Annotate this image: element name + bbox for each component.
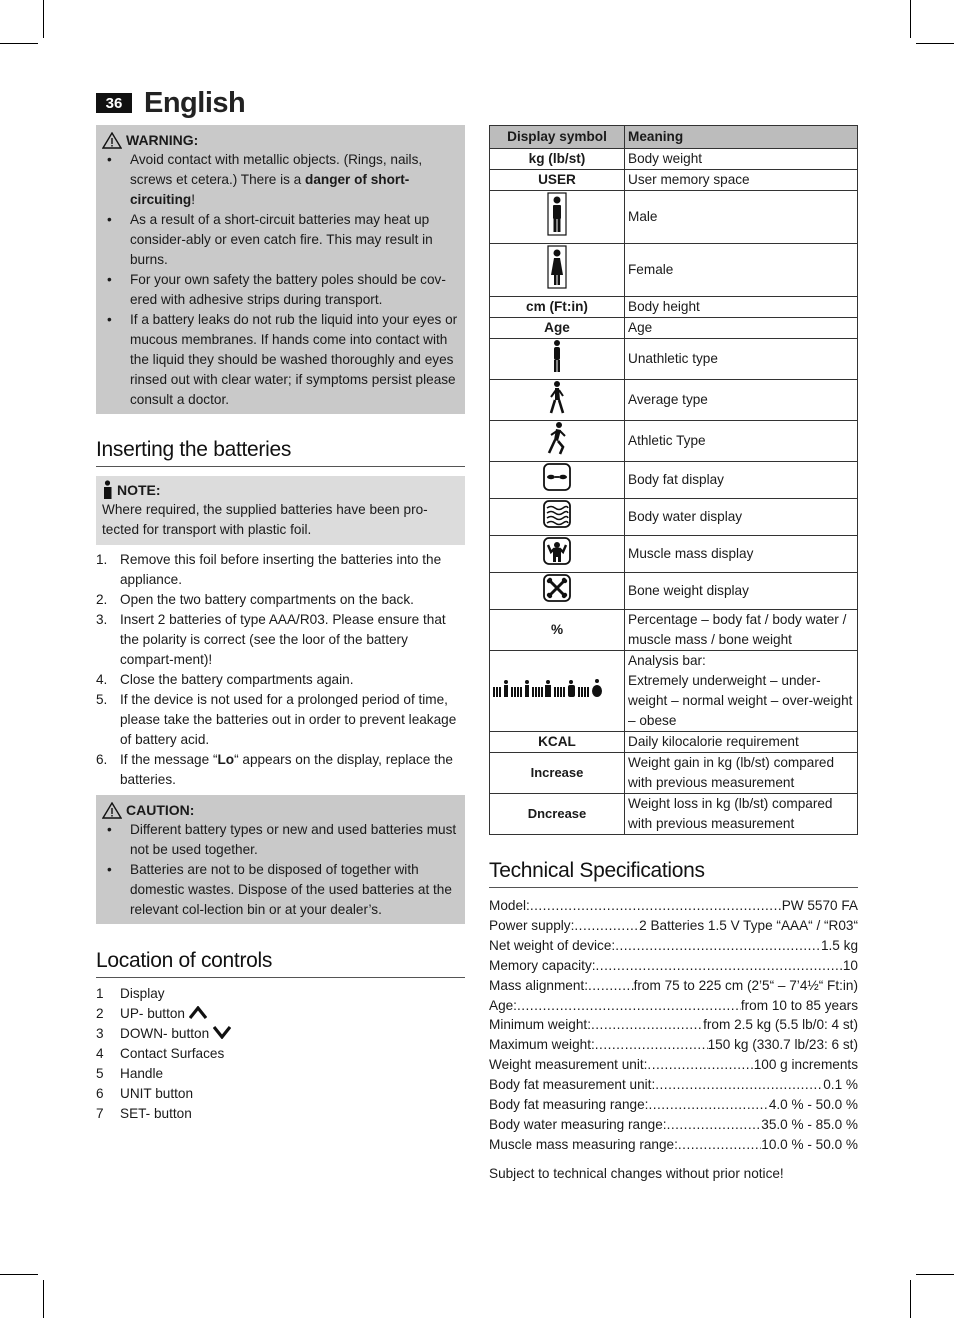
- symbol-cell: [490, 421, 625, 462]
- crop-mark: [0, 43, 38, 44]
- text: If a battery leaks do not rub the liquid into your eyes or mucous membranes. If hands come into contact with the liquid they should be washed thoroughly and eyes rinsed out with clear water; if symptoms persist please consult a doctor.: [130, 312, 458, 407]
- control-label: [120, 1024, 465, 1044]
- text: Avoid contact with metallic objects. (Rings, nails, screws et cetera.) There is a: [130, 152, 423, 187]
- spec-row: [489, 1055, 858, 1075]
- warning-item: [102, 310, 459, 410]
- meaning-cell: [625, 462, 858, 499]
- table-row: [490, 170, 858, 191]
- table-row: [490, 149, 858, 170]
- text: DOWN- button: [120, 1026, 210, 1041]
- dot-leader: [595, 1035, 708, 1055]
- table-row: [490, 753, 858, 794]
- step-text: [120, 750, 465, 790]
- symbol-cell: [490, 499, 625, 536]
- crop-mark: [916, 43, 954, 44]
- location-list: [96, 984, 465, 1124]
- info-icon: [102, 480, 113, 500]
- spec-row: [489, 1075, 858, 1095]
- step-number: 2.: [96, 592, 108, 607]
- spec-value: from 2.5 kg (5.5 lb/0: 4 st): [703, 1017, 858, 1033]
- header-display-symbol: Display symbol: [490, 126, 625, 149]
- meaning-detail: Extremely underweight – under-weight – normal weight – over-weight – obese: [628, 673, 853, 728]
- symbol-cell: Age: [490, 318, 625, 339]
- page-title: English: [144, 86, 246, 119]
- step-text: [120, 550, 465, 590]
- specs-list: [489, 896, 858, 1155]
- meaning-cell: [625, 244, 858, 297]
- text: Open the two battery compartments on the back.: [120, 592, 414, 607]
- control-number: 7: [96, 1106, 104, 1121]
- spec-label: Model:: [489, 898, 530, 913]
- athletic-icon: [546, 421, 568, 455]
- control-label: [120, 1104, 465, 1124]
- meaning-text: Analysis bar:: [628, 653, 706, 668]
- table-row: [490, 244, 858, 297]
- meaning-text: Body weight: [628, 151, 703, 166]
- dot-leader: [596, 956, 843, 976]
- warning-triangle-icon: [102, 132, 122, 149]
- text: UNIT button: [120, 1086, 194, 1101]
- control-item: [96, 1064, 465, 1084]
- meaning-cell: [625, 380, 858, 421]
- warning-item-text: [130, 150, 459, 210]
- up-chevron-icon: [189, 1006, 207, 1019]
- dot-leader: [530, 896, 782, 916]
- spec-label: Body fat measurement unit:: [489, 1077, 656, 1093]
- meaning-cell: [625, 149, 858, 170]
- spec-row: [489, 896, 858, 916]
- spec-value: PW 5570 FA: [781, 898, 858, 913]
- symbol-cell: [490, 536, 625, 573]
- spec-value: from 75 to 225 cm (2’5“ – 7’4½“ Ft:in): [633, 977, 858, 993]
- spec-value: 100 g increments: [753, 1057, 858, 1073]
- step-text: [120, 690, 465, 750]
- specs-footer: Subject to technical changes without prior notice!: [489, 1165, 784, 1181]
- text: If the message “: [120, 752, 218, 767]
- bullet: •: [107, 212, 112, 227]
- meaning-text: Age: [628, 320, 653, 335]
- table-row: [490, 794, 858, 835]
- caution-label: CAUTION:: [126, 802, 195, 818]
- warning-title: [102, 130, 459, 150]
- spec-value: from 10 to 85 years: [740, 997, 858, 1013]
- table-row: [490, 191, 858, 244]
- bullet: •: [107, 862, 112, 877]
- step-item: [96, 670, 465, 690]
- symbol-cell: Dncrease: [490, 794, 625, 835]
- text: !: [191, 192, 195, 207]
- spec-row: [489, 1015, 858, 1035]
- control-item: [96, 1004, 465, 1024]
- bullet: •: [107, 312, 112, 327]
- body-fat-icon: [542, 462, 572, 492]
- spec-value: 10: [842, 957, 858, 973]
- spec-value: 150 kg (330.7 lb/23: 6 st): [707, 1037, 858, 1053]
- caution-list: [102, 820, 459, 920]
- page-header: [96, 86, 245, 120]
- symbol-cell: [490, 191, 625, 244]
- control-number: 6: [96, 1086, 104, 1101]
- meaning-text: Body fat display: [628, 472, 724, 487]
- meaning-cell: [625, 753, 858, 794]
- step-item: [96, 590, 465, 610]
- caution-item-text: Batteries are not to be disposed of together with domestic wastes. Dispose of the used batteries at the relevant col-lection bin or at your dealer’s.: [130, 862, 452, 917]
- text: UP- button: [120, 1006, 185, 1021]
- control-item: [96, 984, 465, 1004]
- symbol-cell: [490, 339, 625, 380]
- left-column: [96, 125, 465, 1124]
- caution-box: [96, 795, 465, 924]
- spec-value: 1.5 kg: [820, 937, 858, 953]
- spec-row: [489, 996, 858, 1016]
- meaning-cell: [625, 610, 858, 651]
- spec-label: Body fat measuring range:: [489, 1097, 649, 1113]
- control-label: [120, 984, 465, 1004]
- crop-mark: [43, 0, 44, 38]
- crop-mark: [910, 1280, 911, 1318]
- symbol-cell: USER: [490, 170, 625, 191]
- symbol-cell: [490, 380, 625, 421]
- warning-item: [102, 270, 459, 310]
- spec-label: Weight measurement unit:: [489, 1057, 648, 1073]
- dot-leader: [667, 1115, 762, 1135]
- table-row: [490, 462, 858, 499]
- spec-value: 0.1 %: [823, 1077, 858, 1093]
- table-row: [490, 573, 858, 610]
- meaning-text: Weight gain in kg (lb/st) compared with previous measurement: [628, 755, 835, 790]
- dot-leader: [517, 996, 741, 1016]
- analysis-bar-icon: [493, 677, 621, 699]
- emphasis: danger of short-circuiting: [130, 172, 410, 207]
- step-number: 1.: [96, 552, 108, 567]
- step-item: [96, 750, 465, 790]
- text: Handle: [120, 1066, 164, 1081]
- symbol-cell: [490, 244, 625, 297]
- warning-box: [96, 125, 465, 414]
- symbol-cell: %: [490, 610, 625, 651]
- text: Insert 2 batteries of type AAA/R03. Please ensure that the polarity is correct (see the loor of the battery compart-ment)!: [120, 612, 446, 667]
- control-item: [96, 1084, 465, 1104]
- step-number: 5.: [96, 692, 108, 707]
- control-number: 3: [96, 1026, 104, 1041]
- spec-label: Power supply:: [489, 917, 575, 933]
- male-icon: [546, 191, 568, 237]
- control-number: 2: [96, 1006, 104, 1021]
- section-heading-specs: Technical Specifications: [489, 859, 858, 888]
- spec-label: Memory capacity:: [489, 957, 596, 973]
- text: As a result of a short-circuit batteries may heat up consider-ably or even catch fire. This may result in burns.: [130, 212, 433, 267]
- crop-mark: [43, 1280, 44, 1318]
- meaning-cell: [625, 651, 858, 732]
- symbols-table-header: [490, 126, 858, 149]
- text: SET- button: [120, 1106, 192, 1121]
- control-label: [120, 1064, 465, 1084]
- symbol-cell: cm (Ft:in): [490, 297, 625, 318]
- note-label: NOTE:: [117, 482, 161, 498]
- right-column: [489, 125, 858, 1184]
- spec-value: 35.0 % - 85.0 %: [761, 1116, 858, 1132]
- spec-label: Age:: [489, 997, 517, 1013]
- symbol-cell: [490, 462, 625, 499]
- crop-mark: [910, 0, 911, 38]
- control-number: 5: [96, 1066, 104, 1081]
- emphasis: Lo: [217, 752, 235, 767]
- warning-label: WARNING:: [126, 132, 199, 148]
- meaning-text: Male: [628, 209, 658, 224]
- text: If the device is not used for a prolonged period of time, please take the batteries out in order to prevent leakage of battery acid.: [120, 692, 457, 747]
- muscle-mass-icon: [542, 536, 572, 566]
- step-text: [120, 590, 465, 610]
- warning-item: [102, 210, 459, 270]
- body-water-icon: [542, 499, 572, 529]
- caution-title: [102, 800, 459, 820]
- warning-item: [102, 150, 459, 210]
- symbol-cell: Increase: [490, 753, 625, 794]
- spec-label: Mass alignment:: [489, 977, 588, 993]
- warning-item-text: [130, 210, 459, 270]
- step-number: 4.: [96, 672, 108, 687]
- note-text: Where required, the supplied batteries have been pro-tected for transport with plastic foil.: [102, 502, 428, 537]
- header-meaning: Meaning: [625, 126, 858, 149]
- text: Remove this foil before inserting the batteries into the appliance.: [120, 552, 442, 587]
- text: For your own safety the battery poles should be cov-ered with adhesive strips during transport.: [130, 272, 446, 307]
- spec-label: Maximum weight:: [489, 1037, 595, 1053]
- unathletic-icon: [550, 339, 564, 373]
- control-item: [96, 1044, 465, 1064]
- meaning-cell: [625, 191, 858, 244]
- meaning-text: User memory space: [628, 172, 750, 187]
- text: Contact Surfaces: [120, 1046, 225, 1061]
- spec-label: Minimum weight:: [489, 1017, 591, 1033]
- meaning-cell: [625, 536, 858, 573]
- female-icon: [546, 244, 568, 290]
- table-row: [490, 318, 858, 339]
- spec-row: [489, 1035, 858, 1055]
- table-row: [490, 732, 858, 753]
- text: Close the battery compartments again.: [120, 672, 354, 687]
- dot-leader: [678, 1135, 761, 1155]
- symbol-cell: [490, 651, 625, 732]
- table-row: [490, 651, 858, 732]
- note-box: [96, 476, 465, 545]
- spec-label: Body water measuring range:: [489, 1116, 667, 1132]
- spec-row: [489, 916, 858, 936]
- spec-label: Net weight of device:: [489, 937, 616, 953]
- meaning-text: Female: [628, 262, 674, 277]
- spec-row: [489, 956, 858, 976]
- meaning-cell: [625, 499, 858, 536]
- step-text: [120, 610, 465, 670]
- down-chevron-icon: [213, 1026, 231, 1039]
- crop-mark: [916, 1274, 954, 1275]
- text: Display: [120, 986, 165, 1001]
- dot-leader: [591, 1015, 703, 1035]
- meaning-cell: [625, 732, 858, 753]
- spec-value: 2 Batteries 1.5 V Type “AAA“ / “R03“: [639, 917, 858, 933]
- average-icon: [547, 380, 567, 414]
- meaning-text: Body water display: [628, 509, 743, 524]
- section-heading-inserting: Inserting the batteries: [96, 438, 465, 467]
- control-label: [120, 1044, 465, 1064]
- caution-triangle-icon: [102, 802, 122, 819]
- table-row: [490, 421, 858, 462]
- spec-row: [489, 976, 858, 996]
- warning-item-text: [130, 310, 459, 410]
- table-row: [490, 536, 858, 573]
- spec-value: 4.0 % - 50.0 %: [768, 1097, 858, 1113]
- symbols-table: [489, 125, 858, 835]
- spec-value: 10.0 % - 50.0 %: [761, 1136, 858, 1152]
- bullet: •: [107, 152, 112, 167]
- dot-leader: [588, 976, 634, 996]
- meaning-text: Muscle mass display: [628, 546, 754, 561]
- section-heading-location: Location of controls: [96, 949, 465, 978]
- meaning-text: Average type: [628, 392, 708, 407]
- control-item: [96, 1104, 465, 1124]
- meaning-text: Daily kilocalorie requirement: [628, 734, 799, 749]
- meaning-text: Athletic Type: [628, 433, 706, 448]
- spec-label: Muscle mass measuring range:: [489, 1136, 678, 1152]
- spec-row: [489, 1135, 858, 1155]
- warning-item-text: [130, 270, 459, 310]
- control-number: 4: [96, 1046, 104, 1061]
- meaning-cell: [625, 794, 858, 835]
- meaning-text: Percentage – body fat / body water / muscle mass / bone weight: [628, 612, 847, 647]
- caution-item: [102, 820, 459, 860]
- step-item: [96, 610, 465, 670]
- steps-list: [96, 550, 465, 790]
- table-row: [490, 610, 858, 651]
- dot-leader: [655, 1075, 823, 1095]
- table-row: [490, 339, 858, 380]
- bone-weight-icon: [542, 573, 572, 603]
- meaning-cell: [625, 339, 858, 380]
- spec-row: [489, 1095, 858, 1115]
- symbol-cell: kg (lb/st): [490, 149, 625, 170]
- page-number: 36: [96, 93, 132, 113]
- crop-mark: [0, 1274, 38, 1275]
- meaning-text: Bone weight display: [628, 583, 749, 598]
- step-item: [96, 550, 465, 590]
- meaning-text: Body height: [628, 299, 700, 314]
- bullet: •: [107, 822, 112, 837]
- meaning-cell: [625, 573, 858, 610]
- caution-item-text: Different battery types or new and used batteries must not be used together.: [130, 822, 457, 857]
- control-label: [120, 1004, 465, 1024]
- dot-leader: [647, 1055, 753, 1075]
- meaning-cell: [625, 170, 858, 191]
- meaning-cell: [625, 318, 858, 339]
- warning-list: [102, 150, 459, 410]
- note-title: [102, 480, 459, 500]
- table-row: [490, 297, 858, 318]
- spec-row: [489, 1115, 858, 1135]
- meaning-cell: [625, 297, 858, 318]
- meaning-text: Weight loss in kg (lb/st) compared with previous measurement: [628, 796, 833, 831]
- symbol-cell: [490, 573, 625, 610]
- control-number: 1: [96, 986, 104, 1001]
- dot-leader: [648, 1095, 768, 1115]
- dot-leader: [615, 936, 821, 956]
- dot-leader: [574, 916, 639, 936]
- bullet: •: [107, 272, 112, 287]
- table-row: [490, 380, 858, 421]
- step-number: 3.: [96, 612, 108, 627]
- meaning-text: Unathletic type: [628, 351, 718, 366]
- control-item: [96, 1024, 465, 1044]
- text: “ appears on the display, replace the batteries.: [120, 752, 453, 787]
- symbol-cell: KCAL: [490, 732, 625, 753]
- step-number: 6.: [96, 752, 108, 767]
- step-item: [96, 690, 465, 750]
- table-row: [490, 499, 858, 536]
- caution-item: [102, 860, 459, 920]
- meaning-cell: [625, 421, 858, 462]
- spec-row: [489, 936, 858, 956]
- control-label: [120, 1084, 465, 1104]
- step-text: [120, 670, 465, 690]
